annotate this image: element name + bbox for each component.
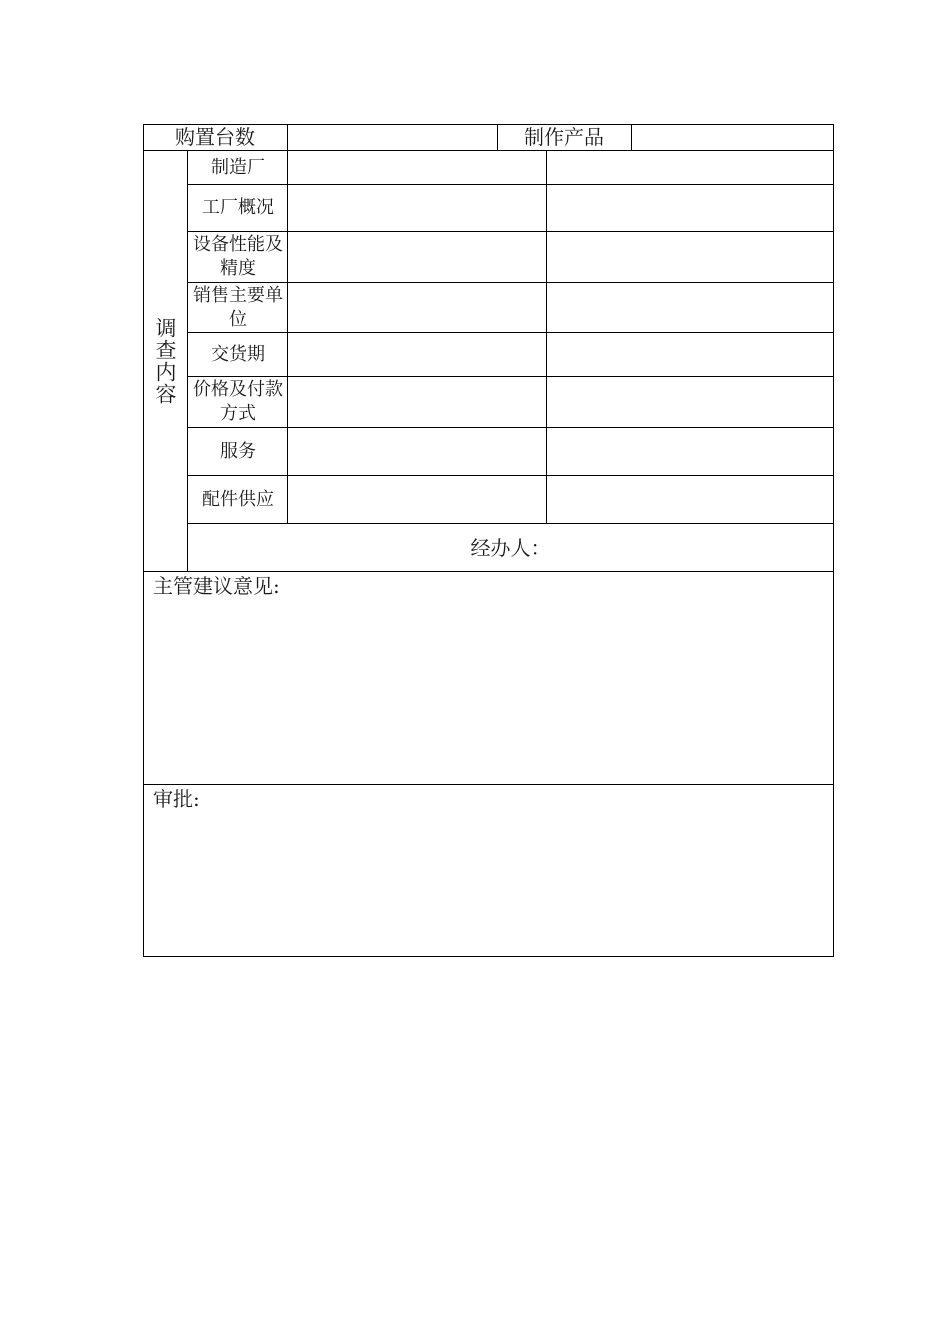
value-field-a-8[interactable] (288, 476, 546, 523)
value-field-a-6[interactable] (288, 377, 546, 427)
row-label-service: 服务 (220, 440, 256, 462)
value-field-b-8[interactable] (547, 476, 833, 523)
row-label-parts-supply: 配件供应 (202, 488, 274, 510)
approval-field[interactable] (144, 815, 833, 955)
equipment-survey-form (143, 124, 834, 957)
row-label-manufacturer: 制造厂 (211, 156, 265, 178)
value-field-a-3[interactable] (288, 232, 546, 282)
approval-label: 审批: (153, 787, 200, 811)
row-label-factory-overview: 工厂概况 (202, 197, 274, 218)
value-field-b-7[interactable] (547, 428, 833, 475)
value-field-a-5[interactable] (288, 333, 546, 376)
supervisor-opinion-label: 主管建议意见: (153, 574, 280, 598)
survey-section-label: 调查内容 (153, 316, 177, 405)
value-field-b-3[interactable] (547, 232, 833, 282)
value-field-b-5[interactable] (547, 333, 833, 376)
purchase-qty-label: 购置台数 (175, 125, 255, 149)
supervisor-opinion-field[interactable] (144, 602, 833, 783)
value-field-a-7[interactable] (288, 428, 546, 475)
value-field-b-1[interactable] (547, 151, 833, 184)
product-field[interactable] (632, 124, 833, 150)
value-field-b-6[interactable] (547, 377, 833, 427)
survey-section-label-cell (143, 150, 187, 571)
value-field-b-2[interactable] (547, 185, 833, 231)
row-label-price-payment: 价格及付款方式 (193, 379, 283, 424)
row-label-main-sales-units: 销售主要单位 (193, 284, 283, 330)
value-field-b-4[interactable] (547, 283, 833, 332)
opinion-top-line (143, 571, 834, 572)
product-label: 制作产品 (524, 125, 604, 149)
handler-label: 经办人： (470, 535, 551, 560)
purchase-qty-field[interactable] (288, 124, 497, 150)
value-field-a-2[interactable] (288, 185, 546, 231)
section-label-divider (187, 150, 188, 571)
approval-top-line (143, 784, 834, 785)
row-label-delivery-period: 交货期 (211, 343, 265, 365)
row-label-equipment-performance: 设备性能及精度 (193, 234, 283, 279)
value-field-a-1[interactable] (288, 151, 546, 184)
value-field-a-4[interactable] (288, 283, 546, 332)
border-bottom (143, 956, 834, 957)
border-right (833, 124, 834, 957)
